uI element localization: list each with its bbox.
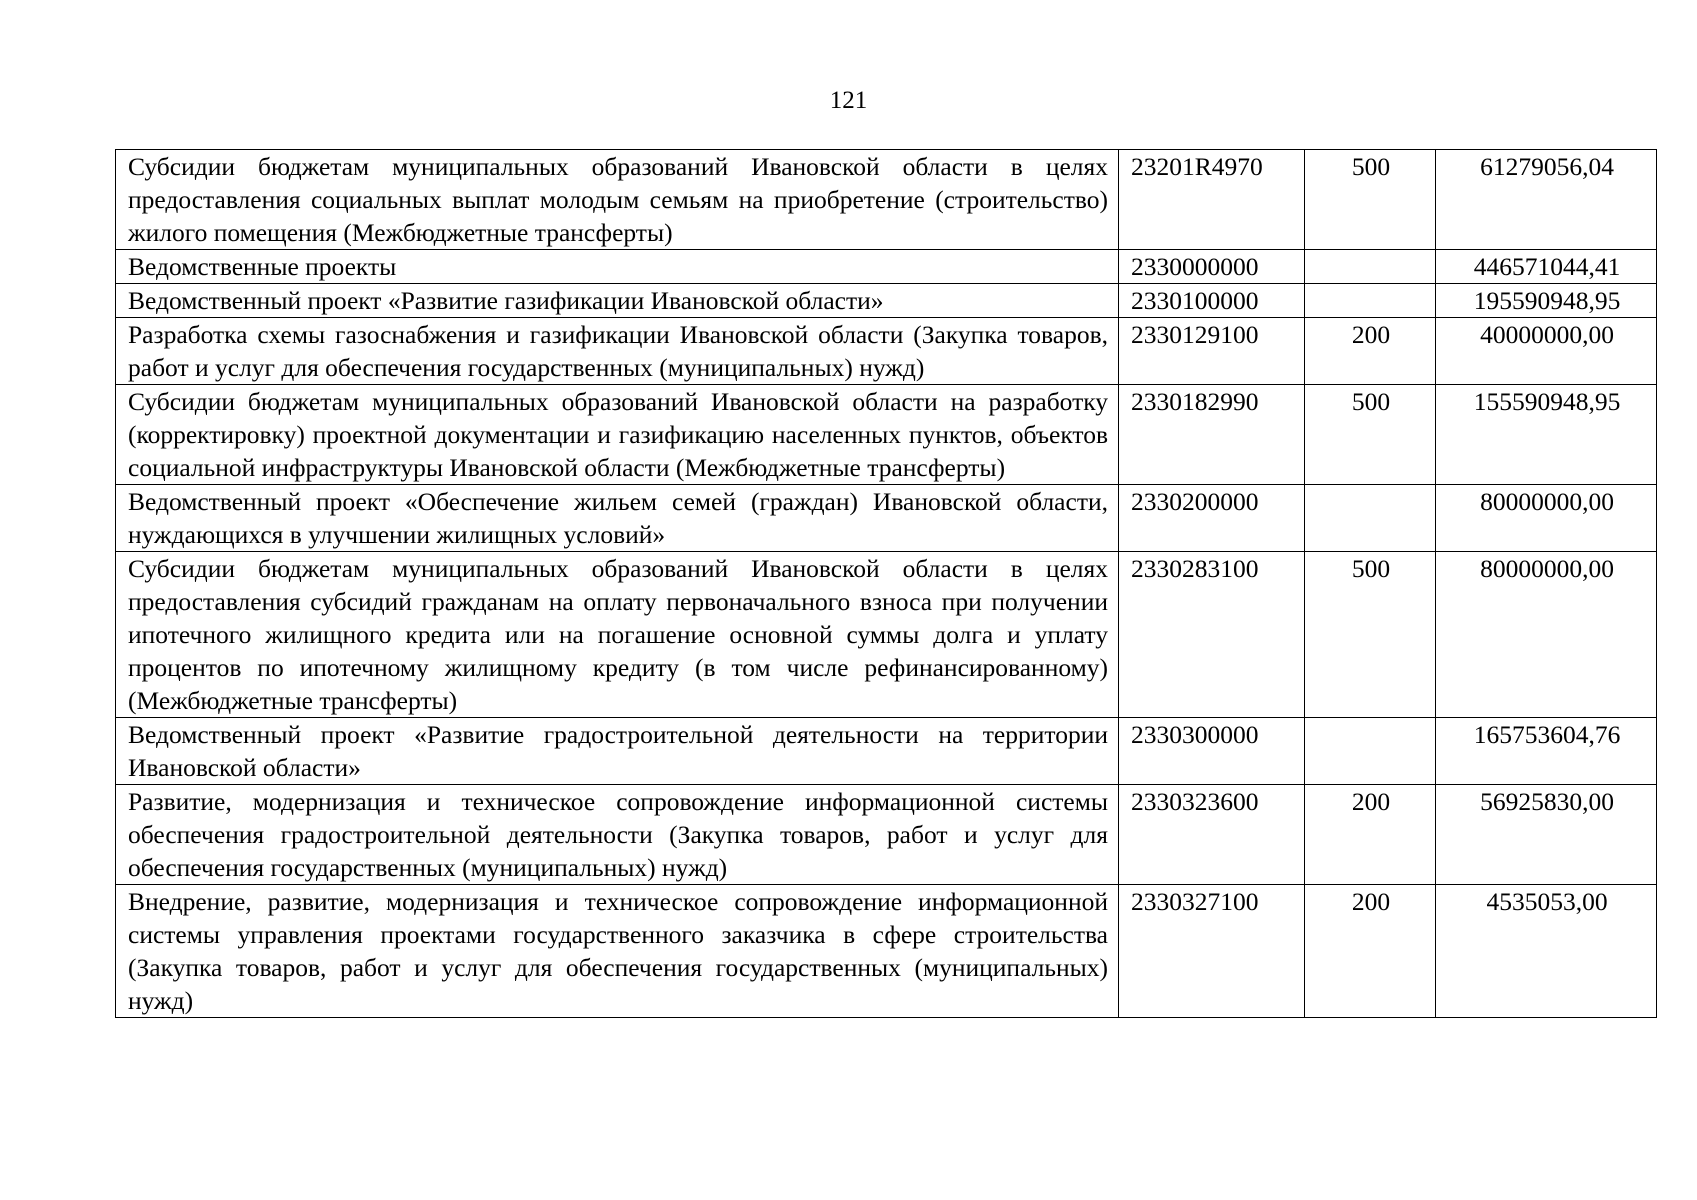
- row-code: 2330129100: [1119, 318, 1305, 385]
- row-expense-type: 200: [1305, 885, 1436, 1018]
- row-amount: 40000000,00: [1436, 318, 1657, 385]
- row-amount: 61279056,04: [1436, 150, 1657, 250]
- table-row: [116, 250, 1657, 284]
- row-amount: 80000000,00: [1436, 552, 1657, 718]
- row-code: 23201R4970: [1119, 150, 1305, 250]
- row-amount: 165753604,76: [1436, 718, 1657, 785]
- row-code: 2330200000: [1119, 485, 1305, 552]
- row-amount: 56925830,00: [1436, 785, 1657, 885]
- row-description: Ведомственный проект «Обеспечение жильем семей (граждан) Ивановской области, нуждающихся в улучшении жилищных условий»: [116, 485, 1119, 552]
- row-expense-type: 500: [1305, 552, 1436, 718]
- table-row: [116, 785, 1657, 885]
- table-row: [116, 150, 1657, 250]
- row-description: Субсидии бюджетам муниципальных образований Ивановской области в целях предоставления социальных выплат молодым семьям на приобретение (строительство) жилого помещения (Межбюджетные трансферты): [116, 150, 1119, 250]
- budget-table-body: [116, 150, 1657, 1018]
- page-number: 121: [829, 87, 868, 114]
- row-expense-type: 500: [1305, 150, 1436, 250]
- row-description: Внедрение, развитие, модернизация и техническое сопровождение информационной системы управления проектами государственного заказчика в сфере строительства (Закупка товаров, работ и услуг для обеспечения государственных (муниципальных) нужд): [116, 885, 1119, 1018]
- row-code: 2330323600: [1119, 785, 1305, 885]
- row-expense-type: 200: [1305, 318, 1436, 385]
- row-amount: 446571044,41: [1436, 250, 1657, 284]
- row-expense-type: 500: [1305, 385, 1436, 485]
- table-row: [116, 885, 1657, 1018]
- table-row: [116, 552, 1657, 718]
- row-description: Ведомственные проекты: [116, 250, 1119, 284]
- row-expense-type: [1305, 284, 1436, 318]
- row-description: Развитие, модернизация и техническое сопровождение информационной системы обеспечения градостроительной деятельности (Закупка товаров, работ и услуг для обеспечения государственных (муниципальных) нужд): [116, 785, 1119, 885]
- row-code: 2330327100: [1119, 885, 1305, 1018]
- table-row: [116, 284, 1657, 318]
- row-description: Ведомственный проект «Развитие градостроительной деятельности на территории Ивановской области»: [116, 718, 1119, 785]
- row-amount: 195590948,95: [1436, 284, 1657, 318]
- row-code: 2330100000: [1119, 284, 1305, 318]
- row-code: 2330300000: [1119, 718, 1305, 785]
- row-code: 2330000000: [1119, 250, 1305, 284]
- table-row: [116, 385, 1657, 485]
- row-expense-type: [1305, 250, 1436, 284]
- row-amount: 80000000,00: [1436, 485, 1657, 552]
- row-expense-type: [1305, 485, 1436, 552]
- row-description: Ведомственный проект «Развитие газификации Ивановской области»: [116, 284, 1119, 318]
- row-amount: 4535053,00: [1436, 885, 1657, 1018]
- table-row: [116, 318, 1657, 385]
- row-expense-type: 200: [1305, 785, 1436, 885]
- row-description: Разработка схемы газоснабжения и газификации Ивановской области (Закупка товаров, работ и услуг для обеспечения государственных (муниципальных) нужд): [116, 318, 1119, 385]
- row-description: Субсидии бюджетам муниципальных образований Ивановской области в целях предоставления субсидий гражданам на оплату первоначального взноса при получении ипотечного жилищного кредита или на погашение основной суммы долга и уплату процентов по ипотечному жилищному кредиту (в том числе рефинансированному) (Межбюджетные трансферты): [116, 552, 1119, 718]
- table-row: [116, 485, 1657, 552]
- row-code: 2330182990: [1119, 385, 1305, 485]
- budget-table: [115, 149, 1657, 1018]
- row-description: Субсидии бюджетам муниципальных образований Ивановской области на разработку (корректировку) проектной документации и газификацию населенных пунктов, объектов социальной инфраструктуры Ивановской области (Межбюджетные трансферты): [116, 385, 1119, 485]
- row-code: 2330283100: [1119, 552, 1305, 718]
- row-expense-type: [1305, 718, 1436, 785]
- row-amount: 155590948,95: [1436, 385, 1657, 485]
- table-row: [116, 718, 1657, 785]
